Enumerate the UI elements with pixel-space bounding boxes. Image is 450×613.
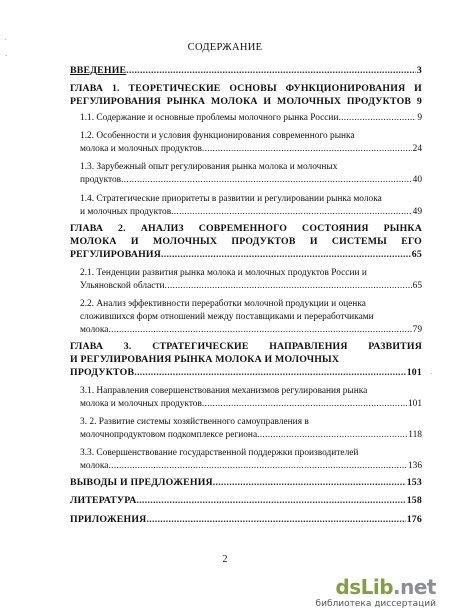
toc-entry-3-2-line-2[interactable]	[80, 429, 422, 441]
toc-entry-literature[interactable]	[70, 495, 422, 507]
toc-page-number: 136	[407, 461, 422, 471]
watermark-logo	[335, 575, 436, 599]
toc-entry-label: молока и молочных продуктов	[80, 399, 202, 409]
toc-entry-label: молока и молочных продуктов	[80, 144, 202, 154]
watermark[interactable]	[315, 575, 442, 611]
toc-entry-conclusions[interactable]	[70, 477, 422, 489]
leader-dots	[165, 280, 412, 292]
leader-dots	[161, 249, 411, 261]
toc-entry-label: и молочных продуктов	[80, 207, 172, 217]
leader-dots	[121, 174, 412, 186]
toc-entry-2-2-line-3[interactable]	[80, 324, 422, 336]
toc-entry-1-3-line-2[interactable]	[80, 174, 422, 186]
toc-entry-label: продуктов	[80, 175, 122, 185]
toc-page-number: 49	[412, 207, 422, 217]
toc-entry-3-3-line-1[interactable]: 3.3. Совершенствование государственной поддержки производителей	[80, 448, 359, 458]
toc-entry-1-4-line-2[interactable]	[80, 206, 422, 218]
toc-page-number: 101	[406, 367, 422, 378]
toc-entry-label: молочнопродуктовом подкомплексе региона	[80, 430, 258, 440]
toc-entry-2-2-line-1[interactable]: 2.2. Анализ эффективности переработки молочной продукции и оценка	[80, 299, 366, 309]
page-number: 2	[222, 554, 228, 565]
leader-dots	[126, 65, 416, 77]
toc-entry-3-2-line-1[interactable]: 3. 2. Развитие системы хозяйственного самоуправления в	[80, 417, 309, 427]
leader-dots	[171, 206, 411, 218]
toc-entry-label: ВЫВОДЫ И ПРЕДЛОЖЕНИЯ	[70, 477, 213, 488]
toc-chapter-2-line-1[interactable]: ГЛАВА 2. АНАЛИЗ СОВРЕМЕННОГО СОСТОЯНИЯ РЫНКА	[70, 223, 422, 234]
leader-dots	[202, 143, 412, 155]
toc-entry-1-1[interactable]	[80, 112, 422, 124]
toc-entry-intro[interactable]	[70, 65, 422, 77]
toc-entry-3-3-line-2[interactable]	[80, 460, 422, 472]
toc-entry-2-1-line-2[interactable]	[80, 280, 422, 292]
toc-chapter-2-line-3[interactable]	[70, 249, 422, 261]
toc-page-number: 40	[412, 175, 422, 185]
watermark-subtitle: библиотека диссертаций	[315, 599, 436, 609]
leader-dots	[108, 460, 407, 472]
toc-entry-label: молока	[80, 325, 109, 335]
toc-entry-1-2-line-1[interactable]: 1.2. Особенности и условия функционирования современного рынка	[80, 131, 355, 141]
watermark-logo-tld: .net	[393, 575, 436, 599]
leader-dots	[202, 398, 407, 410]
toc-entry-2-2-line-2[interactable]: сложившихся форм отношений между поставщиками и переработчиками	[80, 312, 374, 322]
toc-entry-1-3-line-1[interactable]: 1.3. Зарубежный опыт регулирования рынка молока и молочных	[80, 162, 338, 172]
toc-chapter-3-line-3[interactable]	[70, 367, 422, 379]
toc-page-number: 118	[408, 430, 422, 440]
scan-speck: ·	[5, 52, 8, 60]
toc-page-number: 101	[407, 399, 422, 409]
toc-entry-label: ЛИТЕРАТУРА	[70, 495, 137, 506]
toc-page-number: 65	[412, 281, 422, 291]
toc-entry-1-2-line-2[interactable]	[80, 143, 422, 155]
page-title: СОДЕРЖАНИЕ	[187, 42, 263, 53]
toc-entry-3-1-line-1[interactable]: 3.1. Направления совершенствования механизмов регулирования рынка	[80, 386, 368, 396]
toc-entry-label: РЕГУЛИРОВАНИЯ	[70, 249, 162, 260]
toc-chapter-2-line-2[interactable]: МОЛОКА И МОЛОЧНЫХ ПРОДУКТОВ И СИСТЕМЫ ЕГО	[70, 236, 422, 247]
leader-dots	[134, 367, 406, 379]
toc-chapter-1-line-1[interactable]: ГЛАВА 1. ТЕОРЕТИЧЕСКИЕ ОСНОВЫ ФУНКЦИОНИРОВАНИЯ И	[70, 83, 422, 94]
toc-page-number: 65	[411, 249, 422, 260]
toc-entry-3-1-line-2[interactable]	[80, 398, 422, 410]
toc-page-number: 176	[406, 514, 422, 525]
toc-chapter-1-line-2[interactable]: РЕГУЛИРОВАНИЯ РЫНКА МОЛОКА И МОЛОЧНЫХ ПРОДУКТОВ 9	[70, 96, 422, 107]
leader-dots	[257, 429, 407, 441]
toc-page-number: 24	[412, 144, 422, 154]
toc-entry-label: молока	[80, 461, 109, 471]
toc-entry-label: Ульяновской области	[80, 281, 165, 291]
toc-page-number: 153	[406, 477, 422, 488]
scan-speck: ·	[4, 36, 7, 44]
leader-dots	[338, 112, 416, 124]
toc-chapter-3-line-1[interactable]: ГЛАВА 3. СТРАТЕГИЧЕСКИЕ НАПРАВЛЕНИЯ РАЗВИТИЯ	[70, 341, 422, 352]
leader-dots	[108, 324, 411, 336]
toc-entry-label: ПРИЛОЖЕНИЯ	[70, 514, 147, 525]
toc-entry-1-4-line-1[interactable]: 1.4. Стратегические приоритеты в развитии и регулировании рынка молока	[80, 194, 382, 204]
toc-chapter-3-line-2[interactable]: И РЕГУЛИРОВАНИЯ РЫНКА МОЛОКА И МОЛОЧНЫХ	[70, 354, 340, 365]
toc-page-number: 3	[416, 65, 422, 76]
toc-page-number: 9	[417, 113, 422, 123]
toc-entry-label: ПРОДУКТОВ	[70, 367, 135, 378]
toc-entry-label: 1.1. Содержание и основные проблемы молочного рынка России	[80, 113, 339, 123]
scan-speck: ·	[430, 370, 433, 378]
toc-page-number: 158	[406, 495, 422, 506]
toc-entry-label: ВВЕДЕНИЕ	[70, 65, 127, 76]
leader-dots	[136, 495, 405, 507]
toc-entry-appendix[interactable]	[70, 514, 422, 526]
toc-page-number: 79	[412, 325, 422, 335]
watermark-logo-main: dsLib	[335, 575, 394, 599]
leader-dots	[146, 514, 405, 526]
toc-entry-2-1-line-1[interactable]: 2.1. Тенденции развития рынка молока и молочных продуктов России и	[80, 268, 367, 278]
leader-dots	[213, 477, 406, 489]
